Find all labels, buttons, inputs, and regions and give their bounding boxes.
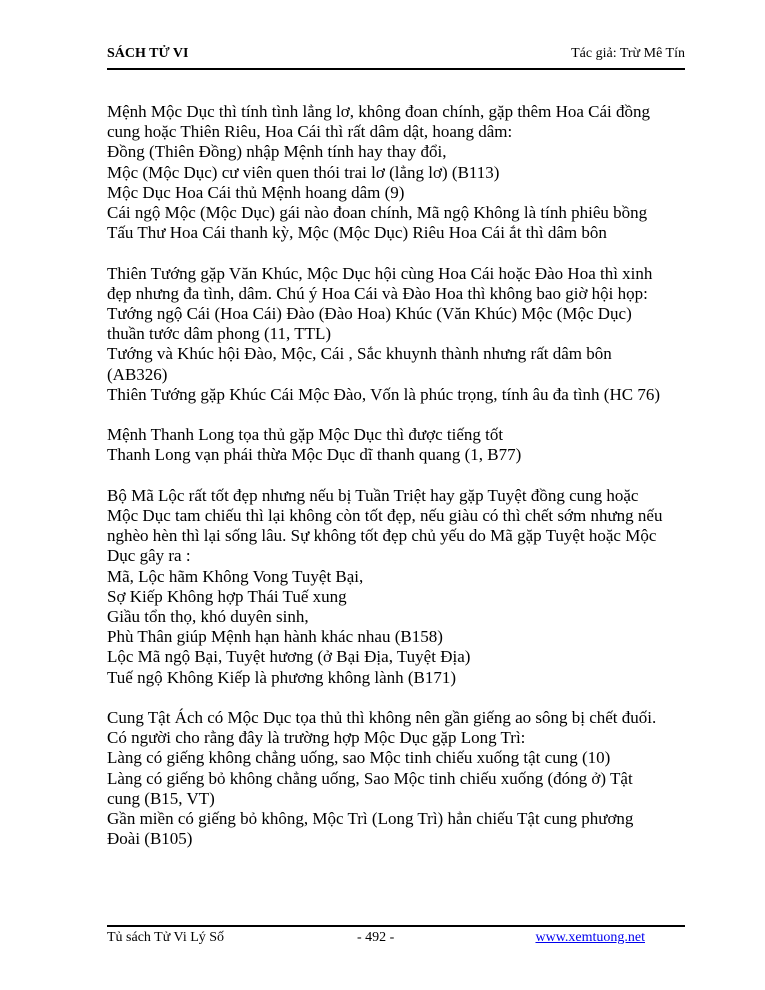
author-label: Tác giả: Trừ Mê Tín xyxy=(571,46,685,61)
text-line: Cái ngộ Mộc (Mộc Dục) gái nào đoan chính, Mã ngộ Không là tính phiêu bồng xyxy=(107,203,648,223)
text-line: Mộc (Mộc Dục) cư viên quen thói trai lơ (lẳng lơ) (B113) xyxy=(107,162,500,182)
text-line: Thiên Tướng gặp Khúc Cái Mộc Đào, Vốn là phúc trọng, tính âu đa tình (HC 76) xyxy=(107,384,660,404)
text-line: Đoài (B105) xyxy=(107,829,193,849)
text-line: Tấu Thư Hoa Cái thanh kỳ, Mộc (Mộc Dục) Riêu Hoa Cái ắt thì dâm bôn xyxy=(107,223,607,243)
paragraph xyxy=(107,264,687,405)
text-line: Tuế ngộ Không Kiếp là phương không lành (B171) xyxy=(107,667,457,687)
text-line: Làng có giếng bỏ không chẳng uống, Sao Mộc tinh chiếu xuống (đóng ở) Tật xyxy=(107,768,633,788)
paragraph xyxy=(107,102,687,243)
text-line: Tướng ngộ Cái (Hoa Cái) Đào (Đào Hoa) Khúc (Văn Khúc) Mộc (Mộc Dục) xyxy=(107,304,632,324)
website-link[interactable]: www.xemtuong.net xyxy=(535,930,645,945)
text-line: Dục gây ra : xyxy=(107,546,191,566)
page-footer xyxy=(107,925,685,949)
text-line: Mã, Lộc hãm Không Vong Tuyệt Bại, xyxy=(107,566,364,586)
text-line: Mệnh Thanh Long tọa thủ gặp Mộc Dục thì được tiếng tốt xyxy=(107,425,504,445)
text-line: thuần tước dâm phong (11, TTL) xyxy=(107,324,332,344)
paragraph xyxy=(107,486,687,688)
text-line: nghèo hèn thì lại sống lâu. Sự không tốt đẹp chủ yếu do Mã gặp Tuyệt hoặc Mộc xyxy=(107,526,657,546)
text-line: (AB326) xyxy=(107,364,168,384)
text-line: Sợ Kiếp Không hợp Thái Tuế xung xyxy=(107,586,347,606)
text-line: Mộc Dục Hoa Cái thủ Mệnh hoang dâm (9) xyxy=(107,182,405,202)
series-label: Tủ sách Tử Vi Lý Số xyxy=(107,930,225,945)
page-header xyxy=(107,46,685,70)
text-line: Bộ Mã Lộc rất tốt đẹp nhưng nếu bị Tuần Triệt hay gặp Tuyệt đồng cung hoặc xyxy=(107,485,639,505)
text-line: Đồng (Thiên Đồng) nhập Mệnh tính hay thay đổi, xyxy=(107,142,447,162)
text-line: Lộc Mã ngộ Bại, Tuyệt hương (ở Bại Địa, Tuyệt Địa) xyxy=(107,647,471,667)
text-line: Thiên Tướng gặp Văn Khúc, Mộc Dục hội cùng Hoa Cái hoặc Đào Hoa thì xinh xyxy=(107,263,653,283)
text-line: Thanh Long vạn phái thừa Mộc Dục dĩ thanh quang (1, B77) xyxy=(107,445,522,465)
text-line: Gần miền có giếng bỏ không, Mộc Trì (Long Trì) hẳn chiếu Tật cung phương xyxy=(107,809,634,829)
text-line: Giầu tổn thọ, khó duyên sinh, xyxy=(107,607,309,627)
text-line: Mộc Dục tam chiếu thì lại không còn tốt đẹp, nếu giàu có thì chết sớm nhưng nếu xyxy=(107,506,663,526)
paragraph xyxy=(107,425,687,465)
page-content xyxy=(107,102,687,870)
text-line: Cung Tật Ách có Mộc Dục tọa thủ thì không nên gần giếng ao sông bị chết đuối. xyxy=(107,708,657,728)
text-line: đẹp nhưng đa tình, dâm. Chú ý Hoa Cái và Đào Hoa thì không bao giờ hội họp: xyxy=(107,283,648,303)
text-line: Làng có giếng không chẳng uống, sao Mộc tinh chiếu xuống tật cung (10) xyxy=(107,748,611,768)
page-number: - 492 - xyxy=(357,930,395,945)
text-line: Phù Thân giúp Mệnh hạn hành khác nhau (B158) xyxy=(107,627,443,647)
text-line: Có người cho rằng đây là trường hợp Mộc Dục gặp Long Trì: xyxy=(107,728,526,748)
paragraph xyxy=(107,708,687,849)
text-line: cung hoặc Thiên Riêu, Hoa Cái thì rất dâm dật, hoang dâm: xyxy=(107,122,513,142)
text-line: Tướng và Khúc hội Đào, Mộc, Cái , Sắc khuynh thành nhưng rất dâm bôn xyxy=(107,344,612,364)
text-line: Mệnh Mộc Dục thì tính tình lẳng lơ, không đoan chính, gặp thêm Hoa Cái đồng xyxy=(107,102,650,121)
text-line: cung (B15, VT) xyxy=(107,788,215,808)
book-title: SÁCH TỬ VI xyxy=(107,46,189,61)
